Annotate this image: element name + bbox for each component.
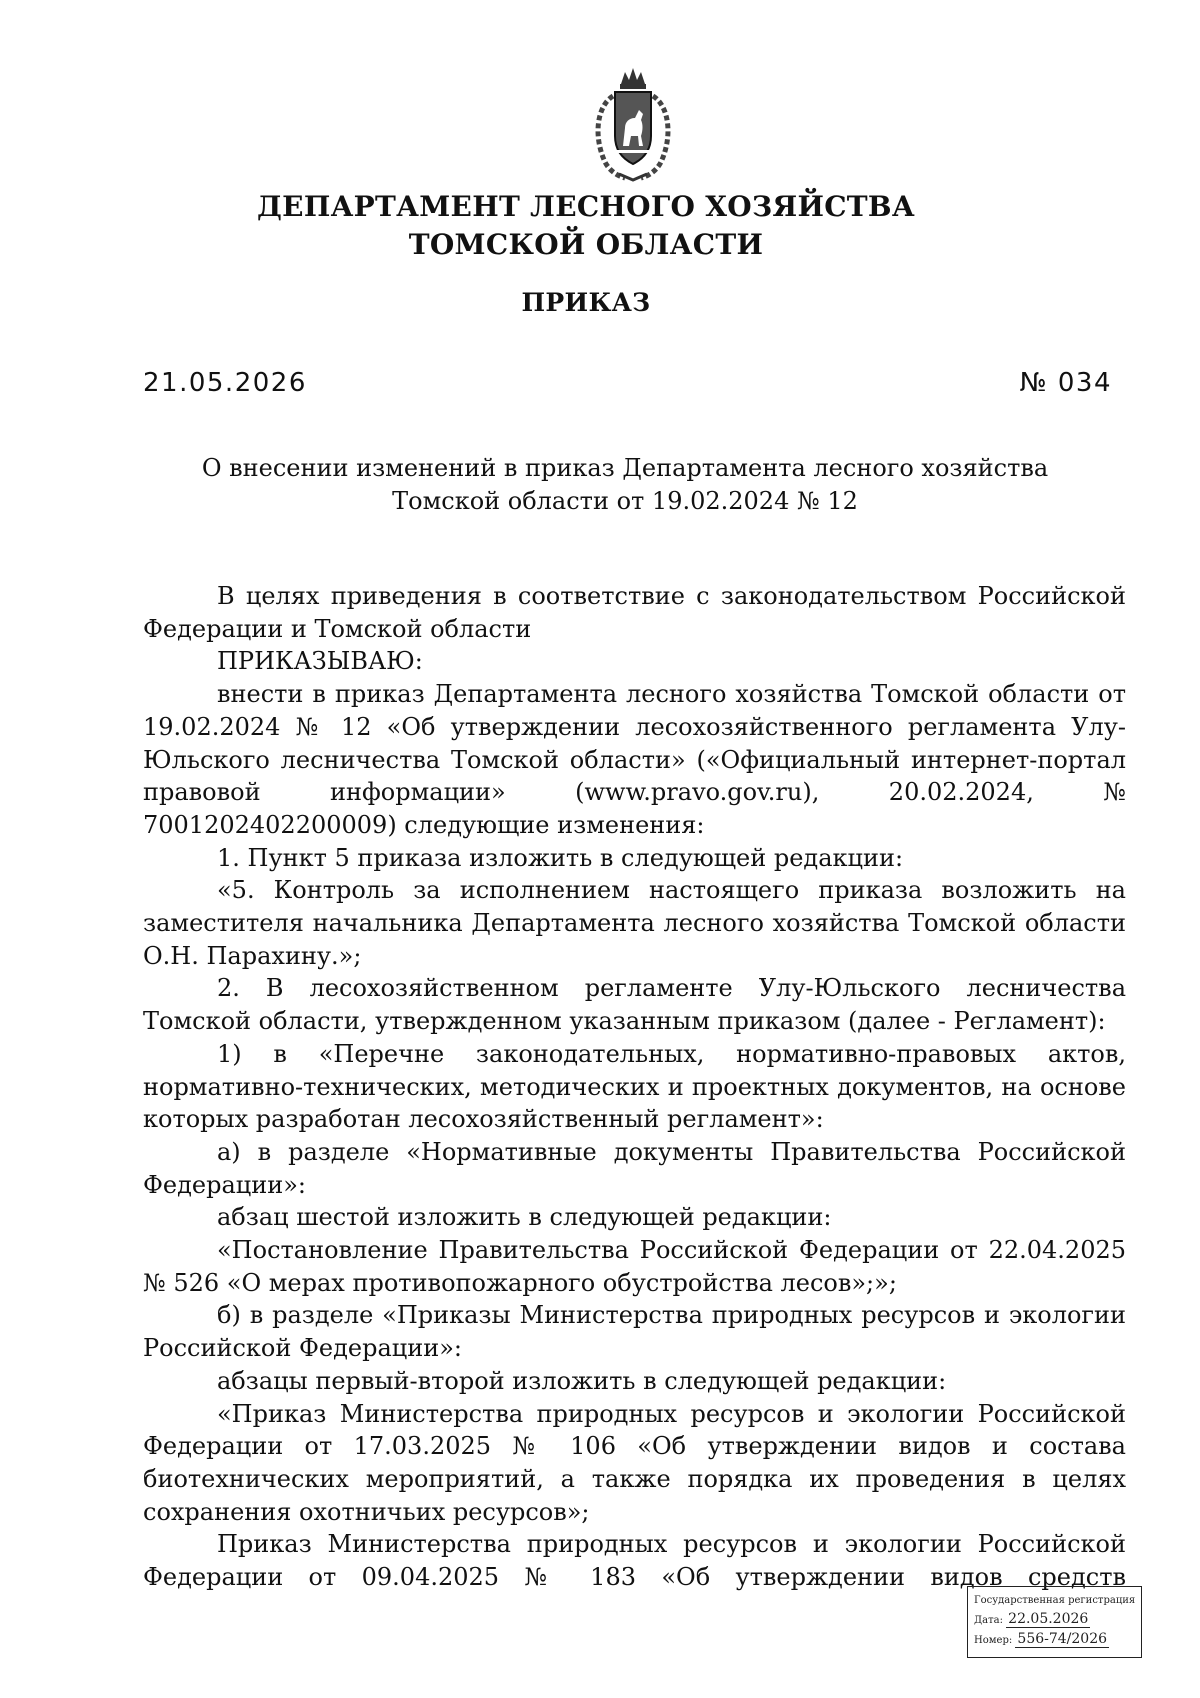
body-paragraph: абзац шестой изложить в следующей редакции: — [217, 1203, 832, 1232]
body-paragraph: б) в разделе «Приказы Министерства природных ресурсов и экологии Российской Федерации»: — [143, 1301, 1126, 1363]
body-paragraph: внести в приказ Департамента лесного хозяйства Томской области от 19.02.2024 № 12 «Об утверждении лесохозяйственного регламента Улу-Юльского лесничества Томской области» («Официальный интернет-портал правовой информации» (www.pravo.gov.ru), 20.02.2024, № 7001202402200009) следующие изменения: — [143, 680, 1126, 839]
stamp-number-row — [974, 1630, 1135, 1650]
order-subject: О внесении изменений в приказ Департамента лесного хозяйства Томской области от 19.02.2024 № 12 — [201, 454, 1049, 515]
registration-stamp — [967, 1586, 1142, 1658]
body-paragraph: 2. В лесохозяйственном регламенте Улу-Юльского лесничества Томской области, утвержденном указанным приказом (далее - Регламент): — [143, 974, 1126, 1036]
body-paragraph: Приказ Министерства природных ресурсов и экологии Российской Федерации от 09.04.2025 № 183 «Об утверждении видов средств — [143, 1530, 1126, 1592]
department-name-line2: ТОМСКОЙ ОБЛАСТИ — [408, 228, 764, 261]
body-paragraph: «Постановление Правительства Российской Федерации от 22.04.2025 № 526 «О мерах противопожарного обустройства лесов»;»; — [143, 1236, 1126, 1297]
stamp-title: Государственная регистрация — [974, 1595, 1136, 1606]
department-name-line1: ДЕПАРТАМЕНТ ЛЕСНОГО ХОЗЯЙСТВА — [256, 190, 915, 223]
stamp-number-value: 556-74/2026 — [1017, 1631, 1108, 1647]
body-paragraph: 1) в «Перечне законодательных, нормативно-правовых актов, нормативно-технических, методических и проектных документов, на основе которых разработан лесохозяйственный регламент»: — [143, 1039, 1126, 1134]
stamp-date-row — [974, 1610, 1135, 1630]
body-paragraph: ПРИКАЗЫВАЮ: — [217, 647, 423, 676]
body-paragraph: а) в разделе «Нормативные документы Правительства Российской Федерации»: — [143, 1137, 1126, 1199]
stamp-number-label: Номер: — [974, 1635, 1013, 1646]
order-title: ПРИКАЗ — [521, 288, 651, 317]
body-paragraph: В целях приведения в соответствие с законодательством Российской Федерации и Томской области — [143, 582, 1126, 643]
order-date: 21.05.2026 — [143, 368, 307, 398]
body-paragraph: «Приказ Министерства природных ресурсов и экологии Российской Федерации от 17.03.2025 № 106 «Об утверждении видов и состава биотехнических мероприятий, а также порядка их проведения в целях сохранения охотничьих ресурсов»; — [143, 1399, 1126, 1526]
stamp-date-value: 22.05.2026 — [1008, 1611, 1089, 1627]
order-number: № 034 — [1019, 368, 1112, 398]
order-body — [143, 580, 1126, 1594]
body-paragraph: абзацы первый-второй изложить в следующей редакции: — [217, 1366, 947, 1395]
body-paragraph: «5. Контроль за исполнением настоящего приказа возложить на заместителя начальника Департамента лесного хозяйства Томской области О.Н. Парахину.»; — [143, 876, 1126, 970]
stamp-date-label: Дата: — [974, 1615, 1003, 1626]
body-paragraph: 1. Пункт 5 приказа изложить в следующей редакции: — [217, 843, 904, 872]
coat-of-arms-icon — [583, 66, 683, 184]
